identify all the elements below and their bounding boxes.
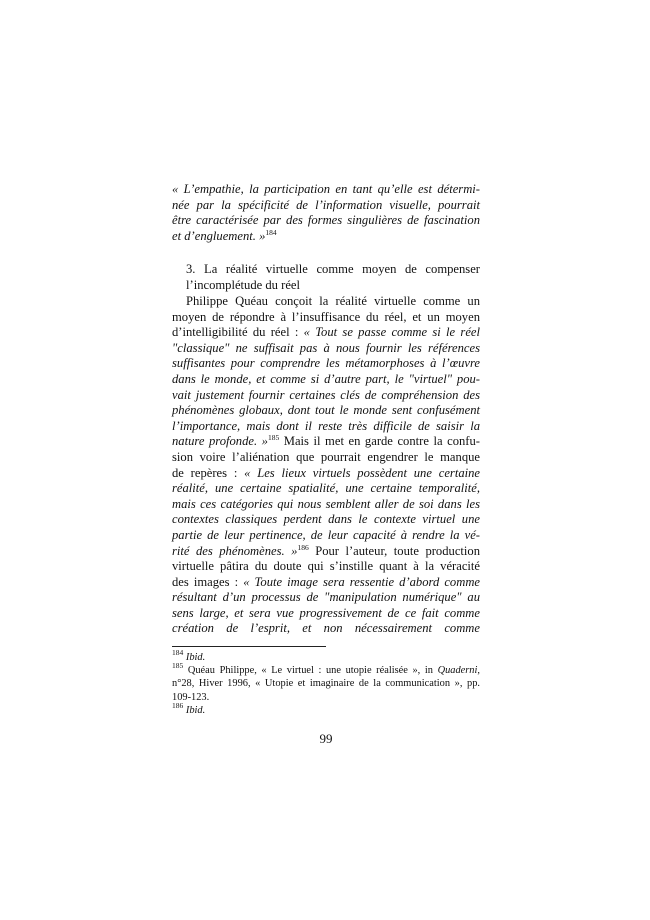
body-line [172,466,480,482]
quote-text: « Les lieux virtuels possèdent une certaine [244,465,480,480]
body-line: moyen de répondre à l’insuffisance du réel, et un moyen [172,309,480,324]
footnote-number: 185 [172,661,184,671]
body-line: sion voire l’aliénation que pourrait engendrer le manque [172,449,480,464]
body-text: des images : [172,574,244,589]
footnote-separator [172,646,326,647]
body-line: création de l’esprit, et non nécessairement comme [172,621,480,636]
footnote-185 [172,661,480,677]
quote-line: être caractérisée par des formes singulières de fascination [172,213,480,228]
body-text: d’intelligibilité du réel : [172,325,304,340]
body-line: phénomènes globaux, dont tout le monde sent confusément [172,403,480,418]
body-line [172,434,480,450]
quote-text: nature profonde. » [172,434,268,449]
body-line: vait justement fournir certaines clés de compréhension des [172,387,480,402]
body-line: réalité, une certaine spatialité, une certaine temporalité, [172,481,480,496]
footnote-number: 186 [172,700,184,710]
body-line: mais ces catégories qui nous semblent aller de soi dans les [172,496,480,511]
footnote-ref-184: 184 [265,227,277,237]
footnote-text: Quéau Philippe, « Le virtuel : une utopie réalisée », in [187,665,438,677]
body-text: Mais il met en garde contre la confu- [279,434,480,449]
footnote-text: Ibid. [185,652,206,663]
page-number: 99 [319,731,333,746]
quote-line-last [172,229,480,245]
footnote-184 [172,648,480,664]
footnote-ref-186: 186 [297,542,309,552]
section-heading [172,262,480,293]
heading-line: 3. La réalité virtuelle comme moyen de compenser [186,262,480,276]
journal-title: Quaderni [437,665,478,677]
footnote-185-cont: n°28, Hiver 1996, « Utopie et imaginaire de la communication », pp. [172,678,480,690]
footnote-number: 184 [172,648,184,657]
footnote-text: Ibid. [185,704,206,716]
body-line: sens large, et sera vue progressivement de ce fait comme [172,605,480,620]
quote-text: « Tout se passe comme si le réel [303,325,480,340]
quote-text: et d’engluement. » [172,228,266,243]
quote-block [172,182,480,244]
body-line: virtuelle pâtira du doute qui s’instille quant à la véracité [172,559,480,574]
body-text: Pour l’auteur, toute production [308,543,481,558]
heading-line: l’incomplétude du réel [186,277,301,292]
footnote-185-cont: 109-123. [172,691,210,703]
body-line [172,544,480,560]
body-text: de repères : [172,465,245,480]
body-paragraph [172,294,480,637]
body-line: partie de leur pertinence, de leur capacité à rendre la vé- [172,527,480,542]
quote-text: rité des phénomènes. » [172,543,298,558]
body-line: Philippe Quéau conçoit la réalité virtuelle comme un [186,294,480,308]
body-line: contextes classiques perdent dans le contexte virtuel une [172,512,480,527]
quote-line: « L’empathie, la participation en tant qu’elle est détermi- [172,182,480,196]
quote-text: « Toute image sera ressentie d’abord comme [243,574,480,589]
footnote-ref-185: 185 [267,433,280,443]
body-line: dans le monde, et comme si d’autre part, le "virtuel" pou- [172,371,480,386]
body-line [172,575,480,591]
quote-line: née par la spécificité de l’information visuelle, pourrait [172,197,480,212]
body-line: suffisantes pour comprendre les métamorphoses à l’œuvre [172,356,480,371]
footnote-text: , [477,665,480,677]
footnote-186 [172,700,480,717]
body-line: l’importance, mais dont il reste très difficile de saisir la [172,418,480,433]
body-line: résultant d’un processus de "manipulation numérique" au [172,590,480,605]
body-line [172,325,480,341]
body-line: "classique" ne suffisait pas à nous fournir les références [172,340,480,355]
footnotes [172,648,480,717]
